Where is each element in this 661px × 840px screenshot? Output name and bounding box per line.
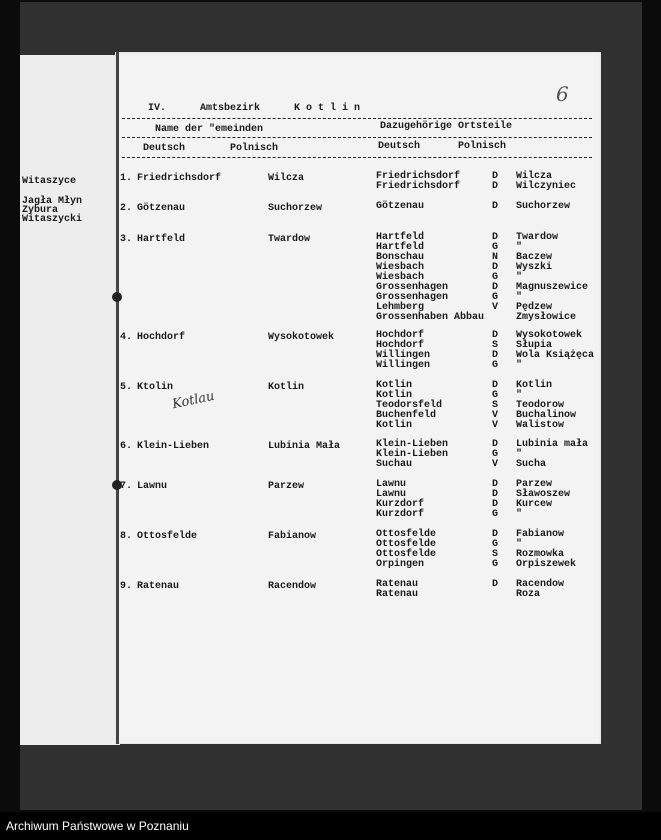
municipality-polish-name: Racendow [268, 581, 317, 592]
locality-type-code: S [492, 549, 499, 560]
locality-polish-name: Baczew [516, 252, 553, 263]
locality-polish-name: Teodorow [516, 400, 565, 411]
locality-german-name: Ottosfelde [376, 529, 437, 540]
page-spine [116, 52, 119, 744]
locality-german-name: Wiesbach [376, 272, 425, 283]
entry-number: 6. [120, 441, 133, 452]
locality-german-name: Lawnu [376, 479, 407, 490]
municipality-polish-name: Wilcza [268, 173, 305, 184]
margin-note: Witaszycki [22, 214, 83, 225]
locality-type-code: D [492, 579, 499, 590]
locality-german-name: Kotlin [376, 420, 413, 431]
municipality-german-name: Klein-Lieben [137, 441, 210, 452]
column-header-deutsch: Deutsch [143, 143, 186, 154]
locality-polish-name: Wyszki [516, 262, 553, 273]
entry-number: 2. [120, 203, 133, 214]
municipality-german-name: Ratenau [137, 581, 180, 592]
locality-german-name: Teodorsfeld [376, 400, 443, 411]
locality-german-name: Klein-Lieben [376, 439, 449, 450]
entry-number: 3. [120, 234, 133, 245]
divider [122, 157, 592, 158]
margin-note: Zybura [22, 205, 59, 216]
municipality-polish-name: Fabianow [268, 531, 317, 542]
locality-german-name: Ottosfelde [376, 539, 437, 550]
locality-polish-name: " [516, 509, 523, 520]
column-header-polnisch: Polnisch [458, 141, 507, 152]
locality-polish-name: Roza [516, 589, 541, 600]
locality-type-code: D [492, 232, 499, 243]
locality-polish-name: " [516, 292, 523, 303]
locality-german-name: Grossenhagen [376, 282, 449, 293]
divider [122, 137, 592, 138]
locality-polish-name: Wilcza [516, 171, 553, 182]
locality-type-code: G [492, 509, 499, 520]
locality-type-code: D [492, 171, 499, 182]
locality-polish-name: Pędzew [516, 302, 553, 313]
punch-hole [112, 292, 122, 302]
locality-polish-name: Słupia [516, 340, 553, 351]
locality-german-name: Hartfeld [376, 242, 425, 253]
locality-polish-name: " [516, 242, 523, 253]
locality-type-code: D [492, 380, 499, 391]
amtsbezirk-name: Kotlin [294, 103, 367, 114]
locality-type-code: D [492, 499, 499, 510]
locality-polish-name: Wola Książęca [516, 350, 595, 361]
amtsbezirk-label: Amtsbezirk [200, 103, 261, 114]
locality-type-code: D [492, 350, 499, 361]
locality-polish-name: Wysokotowek [516, 330, 583, 341]
locality-type-code: G [492, 559, 499, 570]
locality-german-name: Kotlin [376, 390, 413, 401]
locality-polish-name: Suchorzew [516, 201, 571, 212]
locality-type-code: D [492, 330, 499, 341]
locality-type-code: G [492, 292, 499, 303]
roman-numeral: IV. [148, 103, 167, 114]
locality-german-name: Ratenau [376, 589, 419, 600]
locality-german-name: Buchenfeld [376, 410, 437, 421]
margin-note: Jagła Młyn [22, 196, 83, 207]
locality-german-name: Friedrichsdorf [376, 171, 461, 182]
locality-type-code: N [492, 252, 499, 263]
locality-german-name: Klein-Lieben [376, 449, 449, 460]
municipality-polish-name: Wysokotowek [268, 332, 335, 343]
locality-type-code: V [492, 410, 499, 421]
municipality-polish-name: Suchorzew [268, 203, 323, 214]
municipality-german-name: Götzenau [137, 203, 186, 214]
locality-polish-name: Racendow [516, 579, 565, 590]
locality-german-name: Grossenhagen [376, 292, 449, 303]
locality-german-name: Grossenhaben Abbau [376, 312, 485, 323]
municipality-german-name: Ottosfelde [137, 531, 198, 542]
locality-polish-name: " [516, 360, 523, 371]
municipality-polish-name: Twardow [268, 234, 311, 245]
locality-polish-name: " [516, 390, 523, 401]
locality-type-code: G [492, 539, 499, 550]
locality-type-code: D [492, 529, 499, 540]
locality-polish-name: Buchalinow [516, 410, 577, 421]
locality-polish-name: Sławoszew [516, 489, 571, 500]
municipality-german-name: Lawnu [137, 481, 168, 492]
locality-polish-name: Zmysłowice [516, 312, 577, 323]
locality-polish-name: Orpiszewek [516, 559, 577, 570]
municipality-german-name: Hartfeld [137, 234, 186, 245]
locality-type-code: D [492, 181, 499, 192]
locality-type-code: V [492, 302, 499, 313]
locality-german-name: Willingen [376, 350, 431, 361]
locality-polish-name: " [516, 449, 523, 460]
locality-polish-name: Magnuszewice [516, 282, 589, 293]
column-header-deutsch: Deutsch [378, 141, 421, 152]
municipality-german-name: Hochdorf [137, 332, 186, 343]
entry-number: 9. [120, 581, 133, 592]
locality-type-code: V [492, 459, 499, 470]
locality-german-name: Bonschau [376, 252, 425, 263]
locality-german-name: Friedrichsdorf [376, 181, 461, 192]
locality-german-name: Kurzdorf [376, 499, 425, 510]
locality-german-name: Suchau [376, 459, 413, 470]
locality-german-name: Hochdorf [376, 330, 425, 341]
locality-german-name: Lehmberg [376, 302, 425, 313]
divider [122, 118, 592, 119]
locality-german-name: Hartfeld [376, 232, 425, 243]
locality-german-name: Wiesbach [376, 262, 425, 273]
locality-polish-name: " [516, 539, 523, 550]
locality-polish-name: Parzew [516, 479, 553, 490]
locality-type-code: G [492, 360, 499, 371]
locality-polish-name: " [516, 272, 523, 283]
municipality-polish-name: Kotlin [268, 382, 305, 393]
locality-polish-name: Rozmowka [516, 549, 565, 560]
locality-german-name: Lawnu [376, 489, 407, 500]
entry-number: 5. [120, 382, 133, 393]
locality-type-code: G [492, 390, 499, 401]
municipality-german-name: Friedrichsdorf [137, 173, 222, 184]
locality-polish-name: Kurcew [516, 499, 553, 510]
municipality-polish-name: Lubinia Mała [268, 441, 341, 452]
locality-german-name: Götzenau [376, 201, 425, 212]
column-header-ortsteile: Dazugehörige Ortsteile [380, 121, 513, 132]
locality-type-code: D [492, 439, 499, 450]
left-page [20, 55, 120, 745]
locality-german-name: Ratenau [376, 579, 419, 590]
locality-polish-name: Twardow [516, 232, 559, 243]
page-number: 6 [556, 82, 569, 106]
locality-german-name: Kotlin [376, 380, 413, 391]
entry-number: 1. [120, 173, 133, 184]
locality-polish-name: Lubinia mała [516, 439, 589, 450]
locality-polish-name: Kotlin [516, 380, 553, 391]
locality-type-code: D [492, 201, 499, 212]
column-header-gemeinden: Name der "emeinden [155, 124, 264, 135]
locality-type-code: D [492, 282, 499, 293]
municipality-german-name: Ktolin [137, 382, 174, 393]
entry-number: 4. [120, 332, 133, 343]
locality-german-name: Hochdorf [376, 340, 425, 351]
locality-type-code: D [492, 479, 499, 490]
locality-type-code: D [492, 489, 499, 500]
locality-german-name: Kurzdorf [376, 509, 425, 520]
locality-german-name: Orpingen [376, 559, 425, 570]
locality-type-code: S [492, 400, 499, 411]
column-header-polnisch: Polnisch [230, 143, 279, 154]
margin-note: Witaszyce [22, 176, 77, 187]
locality-type-code: G [492, 449, 499, 460]
municipality-polish-name: Parzew [268, 481, 305, 492]
locality-polish-name: Sucha [516, 459, 547, 470]
handwritten-note: Kotlau [170, 388, 216, 413]
entry-number: 8. [120, 531, 133, 542]
locality-type-code: G [492, 272, 499, 283]
locality-german-name: Willingen [376, 360, 431, 371]
locality-type-code: G [492, 242, 499, 253]
locality-german-name: Ottosfelde [376, 549, 437, 560]
locality-type-code: V [492, 420, 499, 431]
archive-footer: Archiwum Państwowe w Poznaniu [0, 812, 661, 840]
locality-polish-name: Fabianow [516, 529, 565, 540]
locality-polish-name: Walistow [516, 420, 565, 431]
locality-type-code: D [492, 262, 499, 273]
locality-type-code: S [492, 340, 499, 351]
entry-number: 7. [120, 481, 133, 492]
locality-polish-name: Wilczyniec [516, 181, 577, 192]
